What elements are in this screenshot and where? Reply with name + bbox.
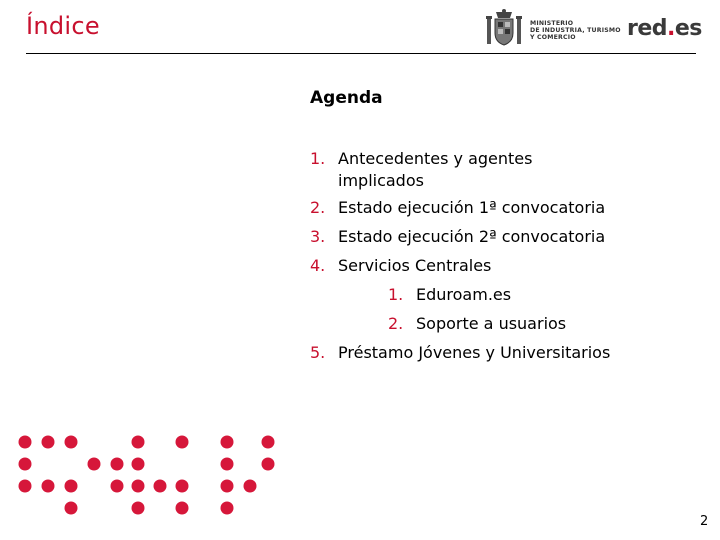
agenda-item-number: 3.	[310, 227, 326, 246]
decorative-dot	[19, 480, 32, 493]
agenda-item-number: 1.	[388, 285, 404, 304]
agenda-item-text: Estado ejecución 2ª convocatoria	[338, 227, 606, 246]
agenda-item-text: Soporte a usuarios	[416, 314, 567, 333]
agenda-item-number: 4.	[310, 256, 326, 275]
agenda-item-text: Antecedentes y agentes implicados	[338, 149, 533, 190]
decorative-dot	[176, 436, 189, 449]
decorative-dot	[65, 436, 78, 449]
decorative-dot	[19, 436, 32, 449]
decorative-dot	[132, 502, 145, 515]
decorative-dot	[221, 502, 234, 515]
agenda-item-number: 1.	[310, 149, 326, 168]
decorative-dot	[42, 480, 55, 493]
page-number: 2	[700, 514, 709, 529]
agenda-item-text: Eduroam.es	[416, 285, 512, 304]
agenda-item-text: Préstamo Jóvenes y Universitarios	[338, 343, 611, 362]
decorative-dot	[176, 480, 189, 493]
decorative-dot	[244, 480, 257, 493]
agenda-item-number: 2.	[388, 314, 404, 333]
decorative-dot	[132, 458, 145, 471]
decorative-dot	[111, 480, 124, 493]
decorative-dot	[65, 480, 78, 493]
decorative-dot	[154, 480, 167, 493]
decorative-dot	[65, 502, 78, 515]
slide-title: Índice	[26, 12, 100, 40]
agenda-heading: Agenda	[310, 88, 383, 108]
decorative-dot	[176, 502, 189, 515]
decorative-dot	[111, 458, 124, 471]
decorative-dot	[262, 436, 275, 449]
decorative-dot	[88, 458, 101, 471]
decorative-dot	[19, 458, 32, 471]
decorative-dot	[132, 480, 145, 493]
decorative-dot	[221, 436, 234, 449]
red-es-logo: red.es	[627, 16, 702, 41]
agenda-item-number: 5.	[310, 343, 326, 362]
ministry-name: MINISTERIO DE INDUSTRIA, TURISMO Y COMERCIO	[530, 20, 621, 42]
agenda-item-text: Servicios Centrales	[338, 256, 492, 275]
decorative-dot	[42, 436, 55, 449]
decorative-dot	[132, 436, 145, 449]
agenda-item-number: 2.	[310, 198, 326, 217]
decorative-dot	[221, 480, 234, 493]
agenda-item-text: Estado ejecución 1ª convocatoria	[338, 198, 606, 217]
decorative-dot	[221, 458, 234, 471]
decorative-dot	[262, 458, 275, 471]
